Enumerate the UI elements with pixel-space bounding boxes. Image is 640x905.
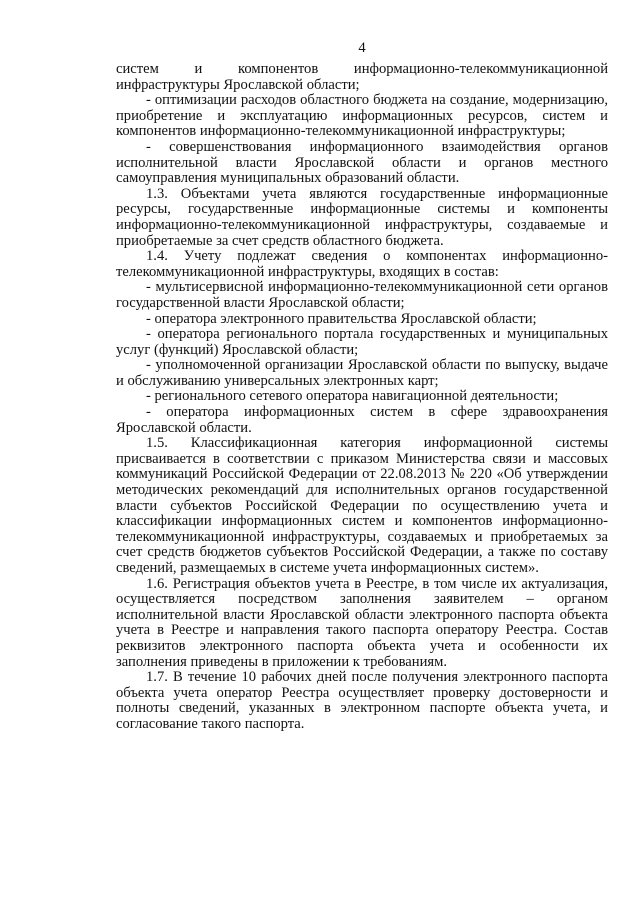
paragraph: - оператора регионального портала государственных и муниципальных услуг (функций) Ярославской области; xyxy=(116,326,608,358)
paragraph: 1.3. Объектами учета являются государственные информационные ресурсы, государственные информационные системы и компоненты информационно-телекоммуникационной инфраструктуры, создаваемые и приобретаемые за счет средств областного бюджета. xyxy=(116,185,608,249)
document-body xyxy=(116,62,608,733)
paragraph: 1.5. Классификационная категория информационной системы присваивается в соответствии с приказом Министерства связи и массовых коммуникаций Российской Федерации от 22.08.2013 № 220 «Об утверждении методических рекомендаций для исполнительных органов государственной власти субъектов Российской Федерации по осуществлению учета и классификации информационных систем и компонентов информационно-телекоммуникационной инфраструктуры, создаваемых и приобретаемых за счет средств бюджетов субъектов Российской Федерации, а также по составу сведений, размещаемых в системе учета информационных систем». xyxy=(116,435,608,576)
paragraph: систем и компонентов информационно-телекоммуникационной инфраструктуры Ярославской области; xyxy=(116,61,608,93)
paragraph: - совершенствования информационного взаимодействия органов исполнительной власти Ярославской области и органов местного самоуправления муниципальных образований области. xyxy=(116,138,608,187)
paragraph: - уполномоченной организации Ярославской области по выпуску, выдаче и обслуживанию универсальных электронных карт; xyxy=(116,357,608,389)
page-number: 4 xyxy=(358,40,366,56)
paragraph: 1.4. Учету подлежат сведения о компонентах информационно-телекоммуникационной инфраструктуры, входящих в состав: xyxy=(116,248,608,280)
paragraph: - регионального сетевого оператора навигационной деятельности; xyxy=(146,388,559,405)
paragraph: 1.7. В течение 10 рабочих дней после получения электронного паспорта объекта учета оператор Реестра осуществляет проверку достоверности и полноты сведений, указанных в электронном паспорте объекта учета, и согласование такого паспорта. xyxy=(116,669,608,732)
paragraph: - оператора информационных систем в сфере здравоохранения Ярославской области. xyxy=(116,404,608,436)
document-page xyxy=(116,0,608,733)
paragraph: - оператора электронного правительства Ярославской области; xyxy=(146,310,537,327)
paragraph: 1.6. Регистрация объектов учета в Реестре, в том числе их актуализация, осуществляется посредством заполнения заявителем – органом исполнительной власти Ярославской области электронного паспорта объекта учета в Реестре и направления такого паспорта оператору Реестра. Состав реквизитов электронного паспорта объекта учета и особенности их заполнения приведены в приложении к требованиям. xyxy=(116,575,608,670)
paragraph: - оптимизации расходов областного бюджета на создание, модернизацию, приобретение и эксплуатацию информационных ресурсов, систем и компонентов информационно-телекоммуникационной инфраструктуры; xyxy=(116,92,608,140)
paragraph: - мультисервисной информационно-телекоммуникационной сети органов государственной власти Ярославской области; xyxy=(116,279,608,311)
